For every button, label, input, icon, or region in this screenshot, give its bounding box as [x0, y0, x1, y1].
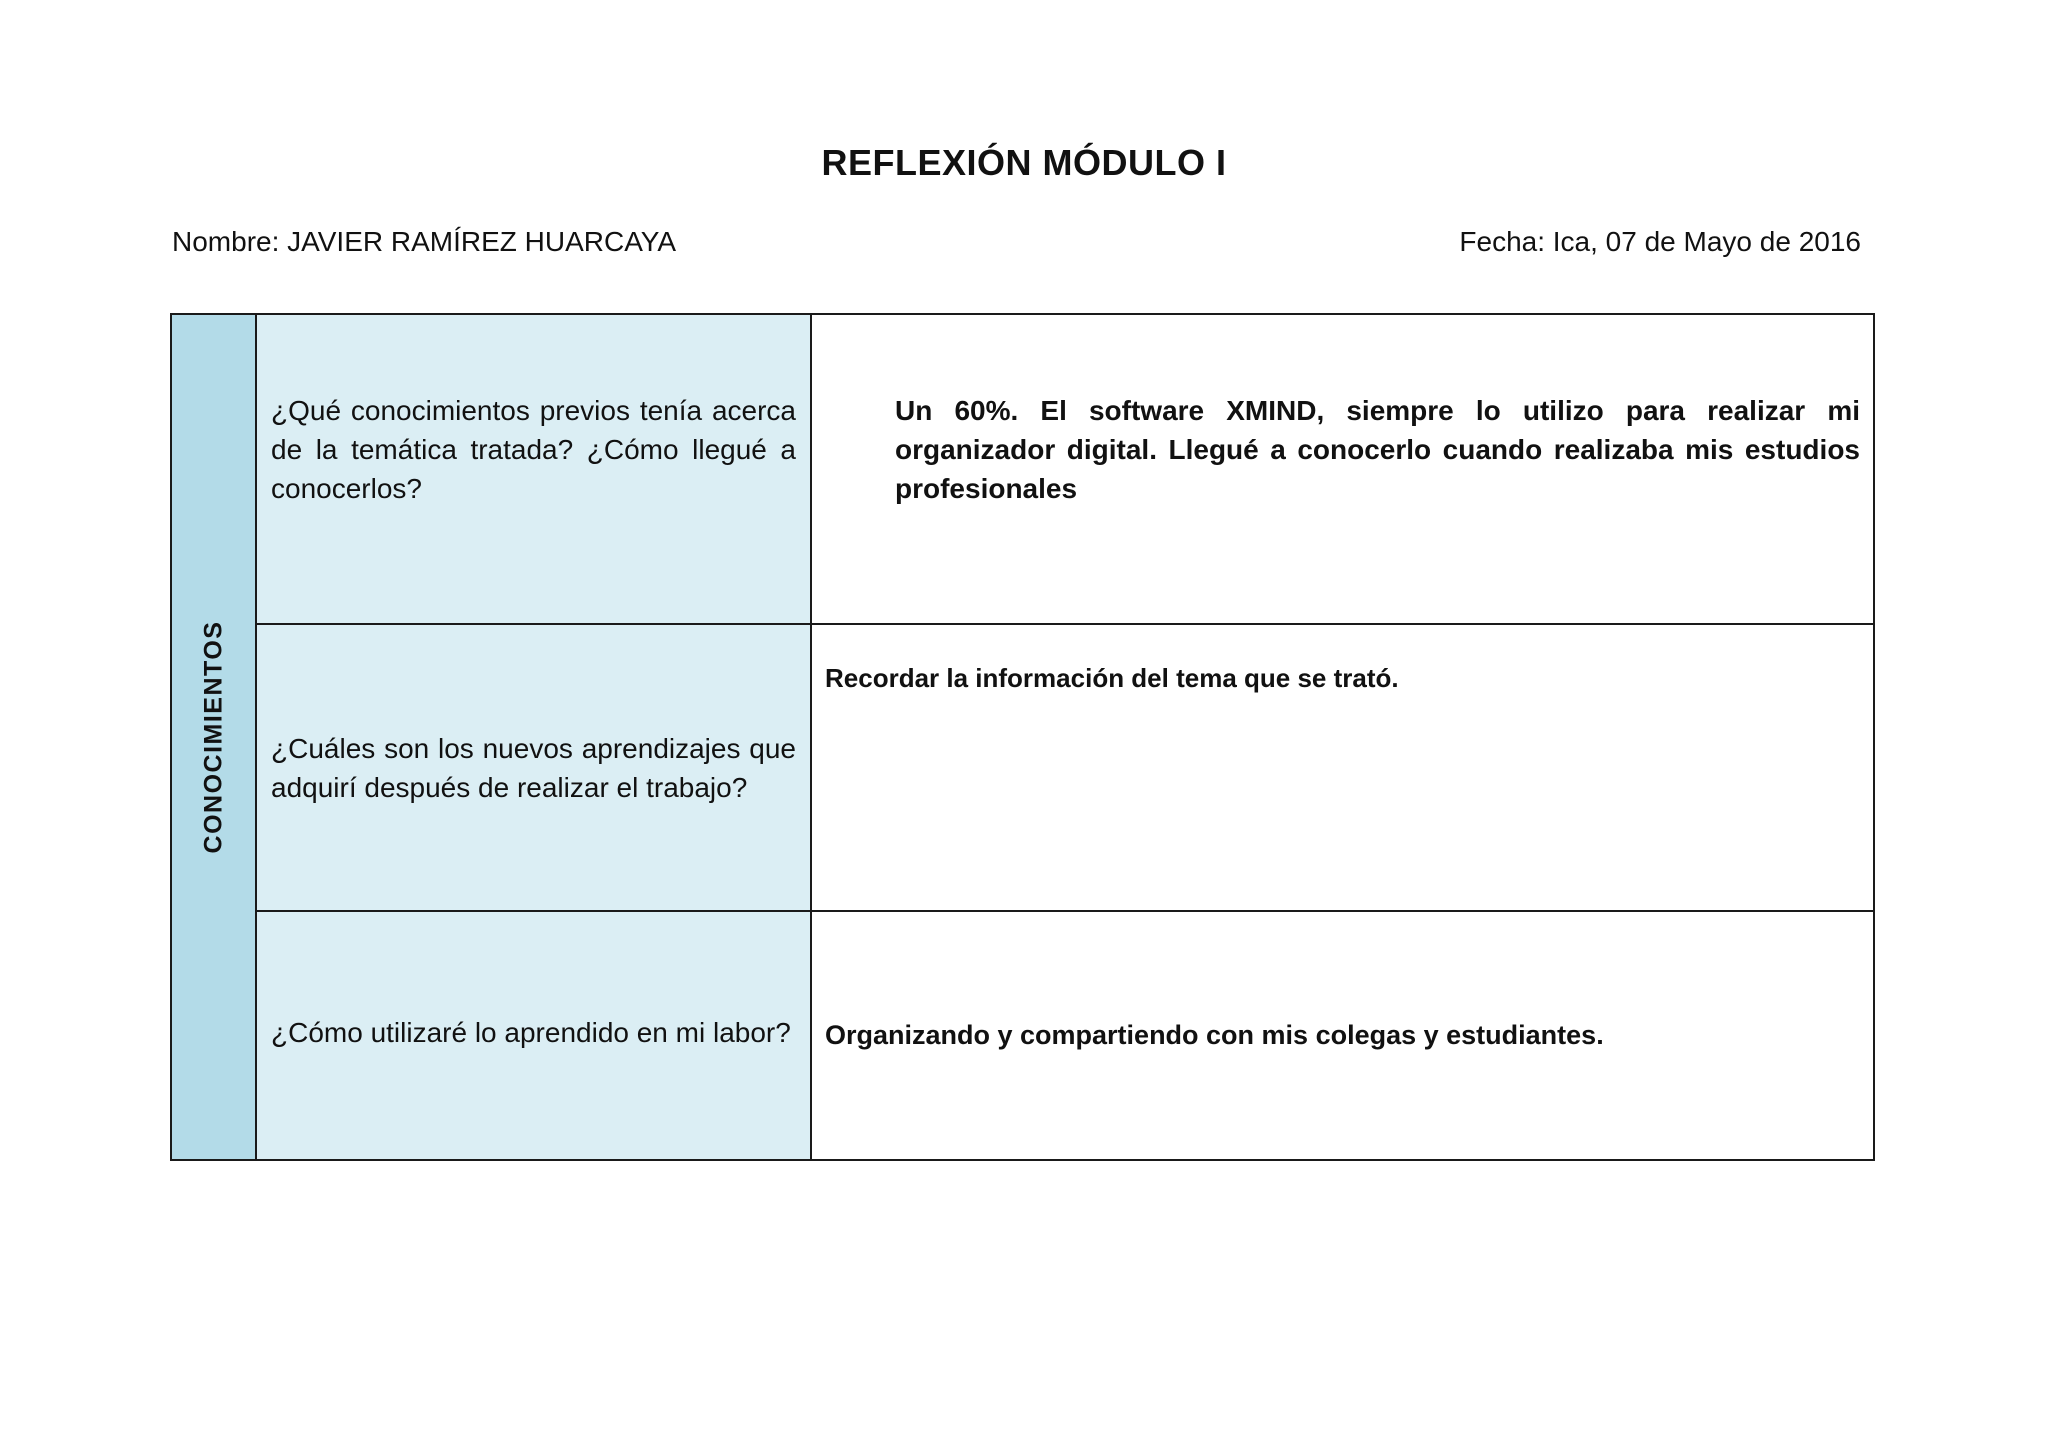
- side-header-cell: [172, 315, 257, 1159]
- date-line: Fecha: Ica, 07 de Mayo de 2016: [1459, 226, 1861, 257]
- answer-text: Organizando y compartiendo con mis colegas y estudiantes.: [825, 1020, 1604, 1050]
- question-cell: [257, 912, 812, 1159]
- question-cell: [257, 625, 812, 912]
- answer-cell: [812, 912, 1873, 1159]
- name-line: Nombre: JAVIER RAMÍREZ HUARCAYA: [172, 226, 677, 257]
- answer-cell: [812, 625, 1873, 912]
- answer-cell: [812, 315, 1873, 625]
- question-text: ¿Qué conocimientos previos tenía acerca de la temática tratada? ¿Cómo llegué a conocerlos?: [271, 395, 796, 504]
- answer-text: Recordar la información del tema que se trató.: [825, 663, 1399, 693]
- question-text: ¿Cómo utilizaré lo aprendido en mi labor?: [271, 1017, 791, 1048]
- reflection-table: [170, 313, 1875, 1161]
- answer-text: Un 60%. El software XMIND, siempre lo utilizo para realizar mi organizador digital. Llegué a conocerlo cuando realizaba mis estudios profesionales: [895, 395, 1860, 504]
- question-cell: [257, 315, 812, 625]
- side-header-label: CONOCIMIENTOS: [199, 620, 227, 854]
- document-title: REFLEXIÓN MÓDULO I: [821, 142, 1227, 183]
- question-text: ¿Cuáles son los nuevos aprendizajes que adquirí después de realizar el trabajo?: [271, 732, 796, 803]
